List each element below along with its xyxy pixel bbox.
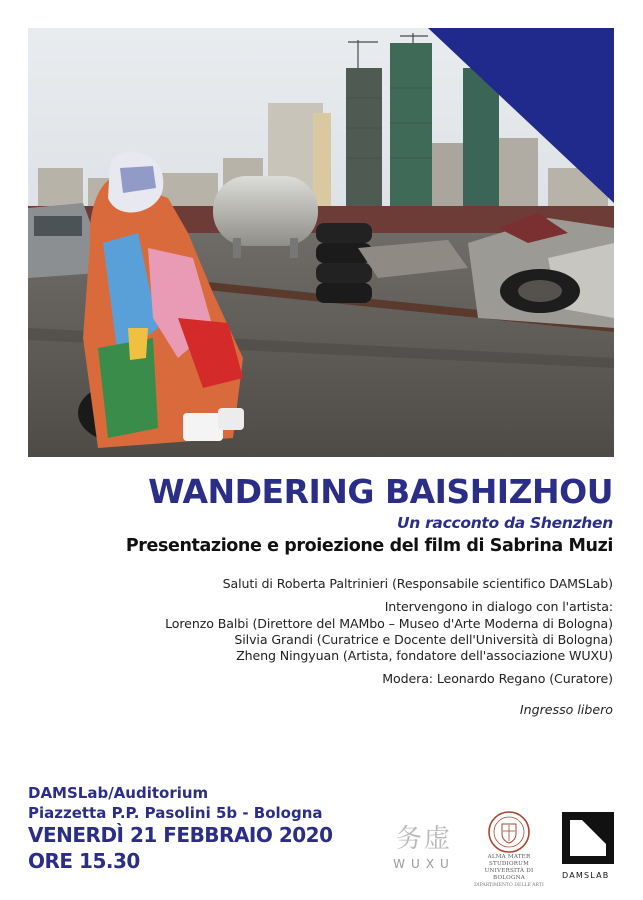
film-presentation-line: Presentazione e proiezione del film di Sabrina Muzi (125, 536, 613, 556)
speaker-line: Lorenzo Balbi (Direttore del MAMbo – Museo d'Arte Moderna di Bologna) (165, 615, 613, 631)
venue-block (28, 783, 323, 823)
event-subtitle: Un racconto da Shenzhen (396, 514, 613, 532)
university-seal-icon (487, 810, 531, 854)
rooftop-scene-illustration (28, 28, 614, 457)
unibo-line-1: ALMA MATER STUDIORUM (487, 854, 531, 867)
wuxu-wordmark: WUXU (393, 857, 455, 871)
event-photo (28, 28, 614, 457)
speaker-line: Zheng Ningyuan (Artista, fondatore dell'associazione WUXU) (236, 648, 613, 664)
greetings-line: Saluti di Roberta Paltrinieri (Responsabile scientifico DAMSLab) (222, 576, 613, 591)
damslab-logo (562, 812, 614, 880)
event-credits (165, 576, 613, 688)
venue-address: Piazzetta P.P. Pasolini 5b - Bologna (28, 804, 323, 822)
moderator-line: Modera: Leonardo Regano (Curatore) (382, 671, 613, 687)
tower-center (390, 43, 432, 213)
venue-name: DAMSLab/Auditorium (28, 784, 209, 802)
admission-note: Ingresso libero (519, 702, 613, 717)
damslab-wordmark: DAMSLAB (562, 871, 610, 880)
tire-stack (316, 223, 372, 303)
unibo-line-2: UNIVERSITÀ DI BOLOGNA (484, 868, 534, 881)
dialogue-intro: Intervengono in dialogo con l'artista: (384, 599, 613, 615)
event-time: ORE 15.30 (28, 849, 140, 873)
tower-right (463, 68, 499, 213)
wuxu-logo (388, 818, 460, 871)
unibo-logo (468, 810, 550, 889)
event-title: WANDERING BAISHIZHOU (148, 472, 613, 511)
speaker-line: Silvia Grandi (Curatrice e Docente dell'Università di Bologna) (234, 631, 613, 647)
tower-left (346, 68, 382, 213)
wuxu-chinese-mark: 务虚 (395, 824, 452, 854)
schedule-block (28, 822, 333, 874)
unibo-department: DIPARTIMENTO DELLE ARTI (474, 883, 544, 888)
damslab-mark-icon (562, 812, 614, 864)
event-date: VENERDÌ 21 FEBBRAIO 2020 (28, 823, 333, 847)
